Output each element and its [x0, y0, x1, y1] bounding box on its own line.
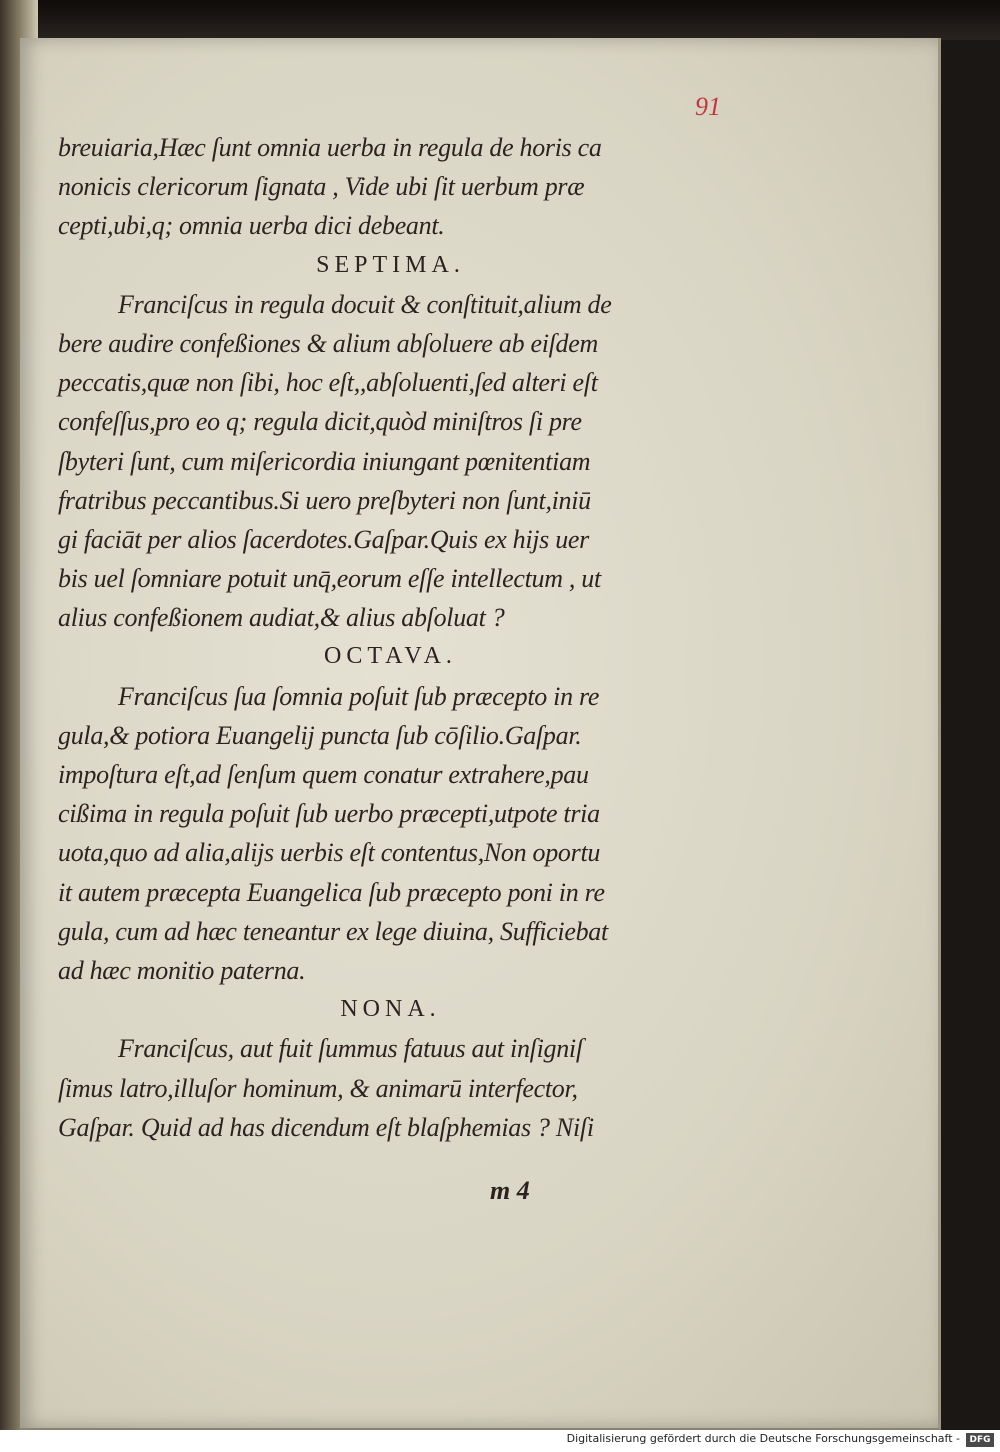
text-line: peccatis,quæ non ſibi, hoc eſt,,abſoluenti,ſed alteri eſt [58, 368, 598, 398]
text-line: breuiaria,Hæc ſunt omnia uerba in regula de horis ca [58, 133, 602, 162]
text-line: Franciſcus in regula docuit & conſtituit,alium de [118, 289, 612, 319]
text-line: bere audire confeßiones & alium abſoluere ab eiſdem [58, 328, 598, 358]
funding-credit: Digitalisierung gefördert durch die Deutsche Forschungsgemeinschaft - [566, 1432, 960, 1445]
text-line: bis uel ſomniare potuit unq̄,eorum eſſe intellectum , ut [58, 564, 601, 594]
text-line: cepti,ubi,q; omnia uerba dici debeant. [58, 211, 445, 241]
text-line: uota,quo ad alia,alijs uerbis eſt contentus,Non oportu [58, 838, 601, 868]
text-line: Gaſpar. Quid ad has dicendum eſt blaſphemias ? Niſi [58, 1112, 594, 1142]
text-line: ſimus latro,illuſor hominum, & animarū interfector, [58, 1073, 578, 1103]
page-text [58, 128, 703, 1147]
text-line: ad hæc monitio paterna. [58, 955, 306, 985]
text-line: Franciſcus, aut fuit ſummus fatuus aut inſigniſ [118, 1034, 583, 1064]
scan-background [0, 0, 1000, 40]
text-line: it autem præcepta Euangelica ſub præcepto poni in re [58, 877, 605, 907]
section-heading: NONA. [340, 996, 441, 1023]
signature-mark: m 4 [490, 1176, 530, 1205]
text-line: fratribus peccantibus.Si uero preſbyteri non ſunt,iniū [58, 485, 591, 515]
text-line: impoſtura eſt,ad ſenſum quem conatur extrahere,pau [58, 760, 589, 789]
folio-number: 91 [695, 92, 721, 121]
text-line: gula, cum ad hæc teneantur ex lege diuina, Sufficiebat [58, 916, 608, 946]
text-line: ſbyteri ſunt, cum miſericordia iniungant pœnitentiam [58, 446, 591, 476]
section-heading: SEPTIMA. [316, 251, 465, 278]
text-line: gi faciāt per alios ſacerdotes.Gaſpar.Quis ex hijs uer [58, 524, 589, 554]
text-line: alius confeßionem audiat,& alius abſoluat ? [58, 603, 505, 633]
text-line: cißima in regula poſuit ſub uerbo præcepti,utpote tria [58, 799, 600, 829]
dfg-logo: DFG [966, 1433, 994, 1447]
text-line: Franciſcus ſua ſomnia poſuit ſub præcepto in re [118, 681, 600, 711]
text-line: gula,& potiora Euangelij puncta ſub cōſilio.Gaſpar. [58, 720, 582, 750]
text-line: confeſſus,pro eo q; regula dicit,quòd miniſtros ſi pre [58, 407, 582, 437]
text-line: nonicis clericorum ſignata , Vide ubi ſit uerbum præ [58, 172, 585, 202]
section-heading: OCTAVA. [324, 643, 457, 670]
